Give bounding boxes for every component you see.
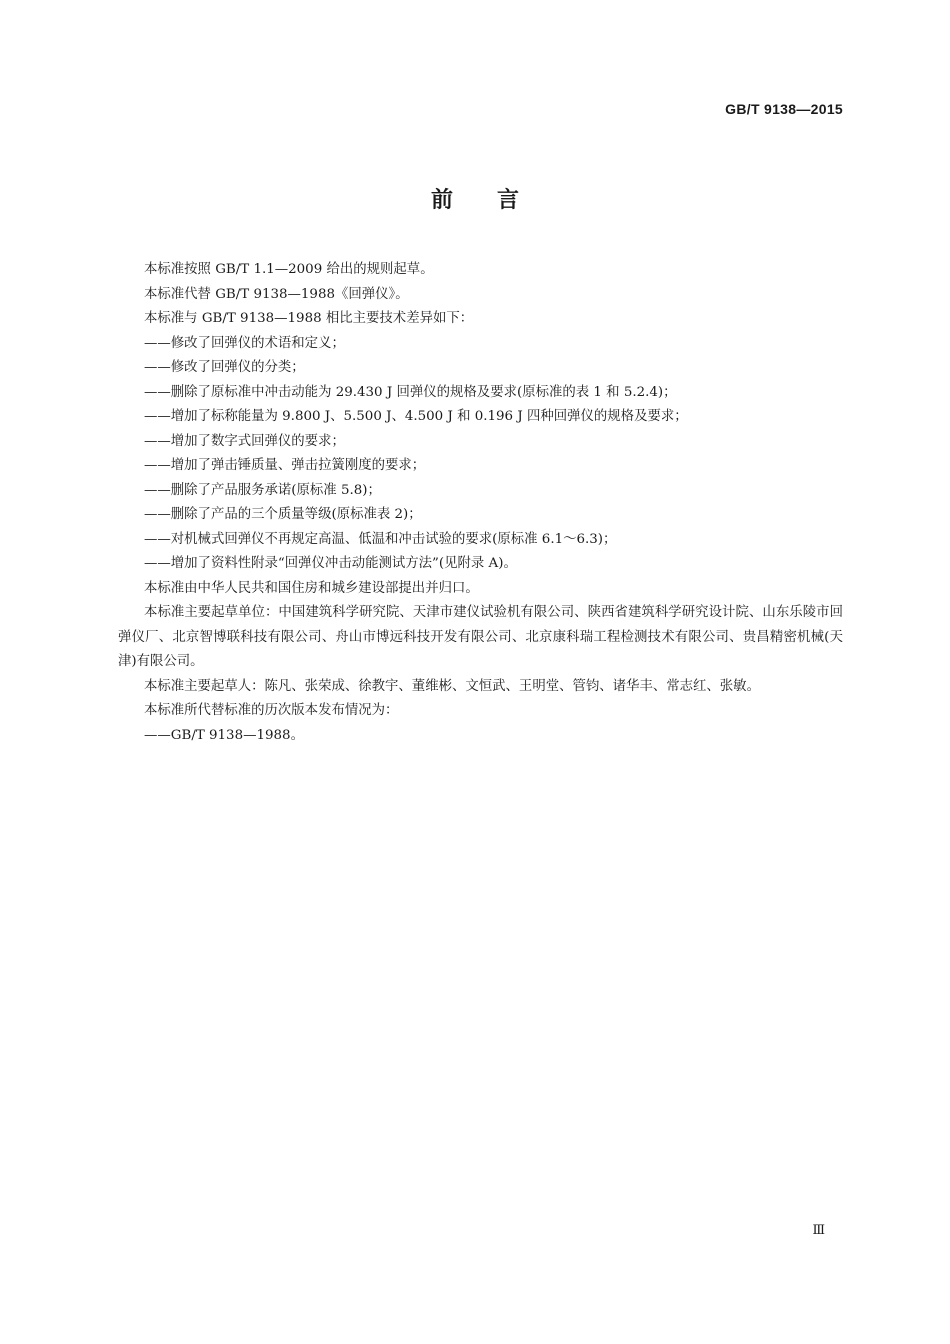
- list-item: ——增加了数字式回弹仪的要求；: [144, 433, 345, 449]
- list-item: ——修改了回弹仪的术语和定义；: [144, 335, 345, 351]
- list-item: ——修改了回弹仪的分类；: [144, 360, 305, 375]
- paragraph-differences-intro: 本标准与 GB/T 9138—1988 相比主要技术差异如下：: [144, 311, 474, 326]
- standard-code: GB/T 9138—2015: [725, 101, 843, 117]
- paragraph-drafting-units: 本标准主要起草单位：中国建筑科学研究院、天津市建仪试验机有限公司、陕西省建筑科学研究设计院、山东乐陵市回弹仪厂、北京智博联科技有限公司、舟山市博远科技开发有限公司、北京康科瑞工程检测技术有限公司、贵昌精密机械(天津)有限公司。: [118, 605, 843, 669]
- paragraph-history-intro: 本标准所代替标准的历次版本发布情况为：: [144, 703, 399, 718]
- list-item: ——删除了原标准中冲击动能为 29.430 J 回弹仪的规格及要求(原标准的表 1 和 5.2.4)；: [144, 384, 677, 400]
- paragraph-drafters: 本标准主要起草人：陈凡、张荣成、徐教宇、董维彬、文恒武、王明堂、管钧、诸华丰、常志红、张敏。: [144, 678, 760, 694]
- paragraph-proposed-by: 本标准由中华人民共和国住房和城乡建设部提出并归口。: [144, 580, 479, 596]
- list-item: ——增加了弹击锤质量、弹击拉簧刚度的要求；: [144, 458, 426, 473]
- list-item: ——增加了资料性附录“回弹仪冲击动能测试方法”(见附录 A)。: [144, 556, 517, 571]
- page-title: 前言: [430, 188, 563, 213]
- list-item: ——删除了产品的三个质量等级(原标准表 2)；: [144, 507, 422, 522]
- page-number: Ⅲ: [812, 1223, 825, 1238]
- paragraph-drafting-rules: 本标准按照 GB/T 1.1—2009 给出的规则起草。: [144, 262, 434, 277]
- list-item: ——增加了标称能量为 9.800 J、5.500 J、4.500 J 和 0.196 J 四种回弹仪的规格及要求；: [144, 409, 688, 424]
- list-item: ——删除了产品服务承诺(原标准 5.8)；: [144, 482, 381, 498]
- list-item: ——GB/T 9138—1988。: [144, 727, 304, 743]
- list-item: ——对机械式回弹仪不再规定高温、低温和冲击试验的要求(原标准 6.1～6.3)；: [144, 531, 617, 547]
- foreword-body: [118, 258, 843, 748]
- paragraph-replaces: 本标准代替 GB/T 9138—1988《回弹仪》。: [144, 286, 409, 302]
